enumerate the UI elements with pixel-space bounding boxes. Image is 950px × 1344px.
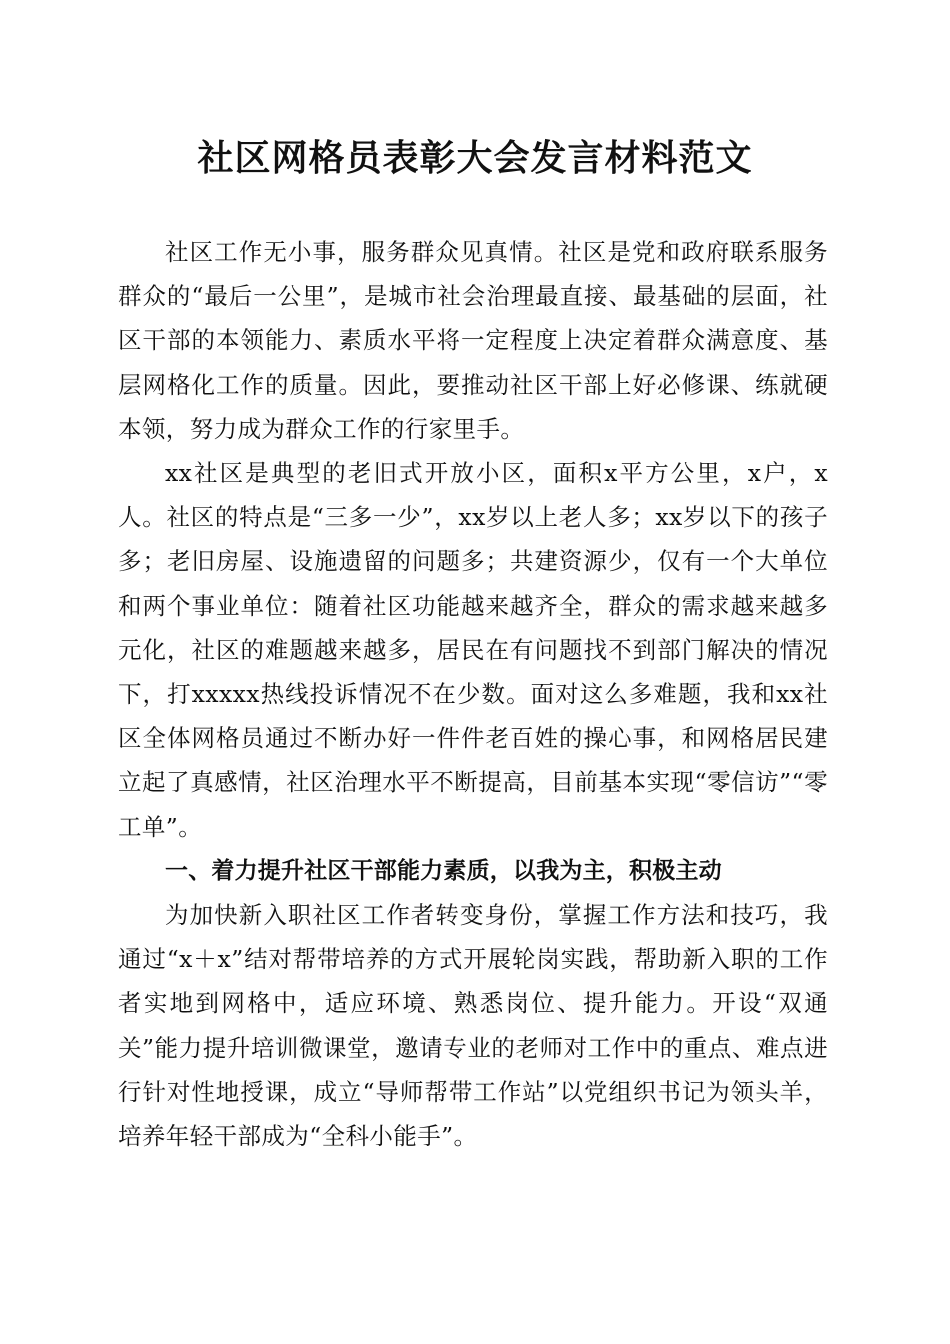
paragraph-community-overview: xx社区是典型的老旧式开放小区，面积x平方公里，x户，x人。社区的特点是“三多一少”，xx岁以上老人多；xx岁以下的孩子多；老旧房屋、设施遗留的问题多；共建资源少，仅有一个大单位和两个事业单位：随着社区功能越来越齐全，群众的需求越来越多元化，社区的难题越来越多，居民在有问题找不到部门解决的情况下，打xxxxx热线投诉情况不在少数。面对这么多难题，我和xx社区全体网格员通过不断办好一件件老百姓的操心事，和网格居民建立起了真感情，社区治理水平不断提高，目前基本实现“零信访”“零工单”。	[118, 459, 828, 841]
document-title: 社区网格员表彰大会发言材料范文	[197, 137, 753, 179]
section-heading-1: 一、着力提升社区干部能力素质，以我为主，积极主动	[165, 857, 722, 884]
paragraph-section-1: 为加快新入职社区工作者转变身份，掌握工作方法和技巧，我通过“x＋x”结对帮带培养的方式开展轮岗实践，帮助新入职的工作者实地到网格中，适应环境、熟悉岗位、提升能力。开设“双通关”能力提升培训微课堂，邀请专业的老师对工作中的重点、难点进行针对性地授课，成立“导师帮带工作站”以党组织书记为领头羊，培养年轻干部成为“全科小能手”。	[118, 901, 828, 1151]
paragraph-intro: 社区工作无小事，服务群众见真情。社区是党和政府联系服务群众的“最后一公里”，是城市社会治理最直接、最基础的层面，社区干部的本领能力、素质水平将一定程度上决定着群众满意度、基层网格化工作的质量。因此，要推动社区干部上好必修课、练就硬本领，努力成为群众工作的行家里手。	[118, 238, 828, 443]
document-body	[118, 230, 828, 1158]
